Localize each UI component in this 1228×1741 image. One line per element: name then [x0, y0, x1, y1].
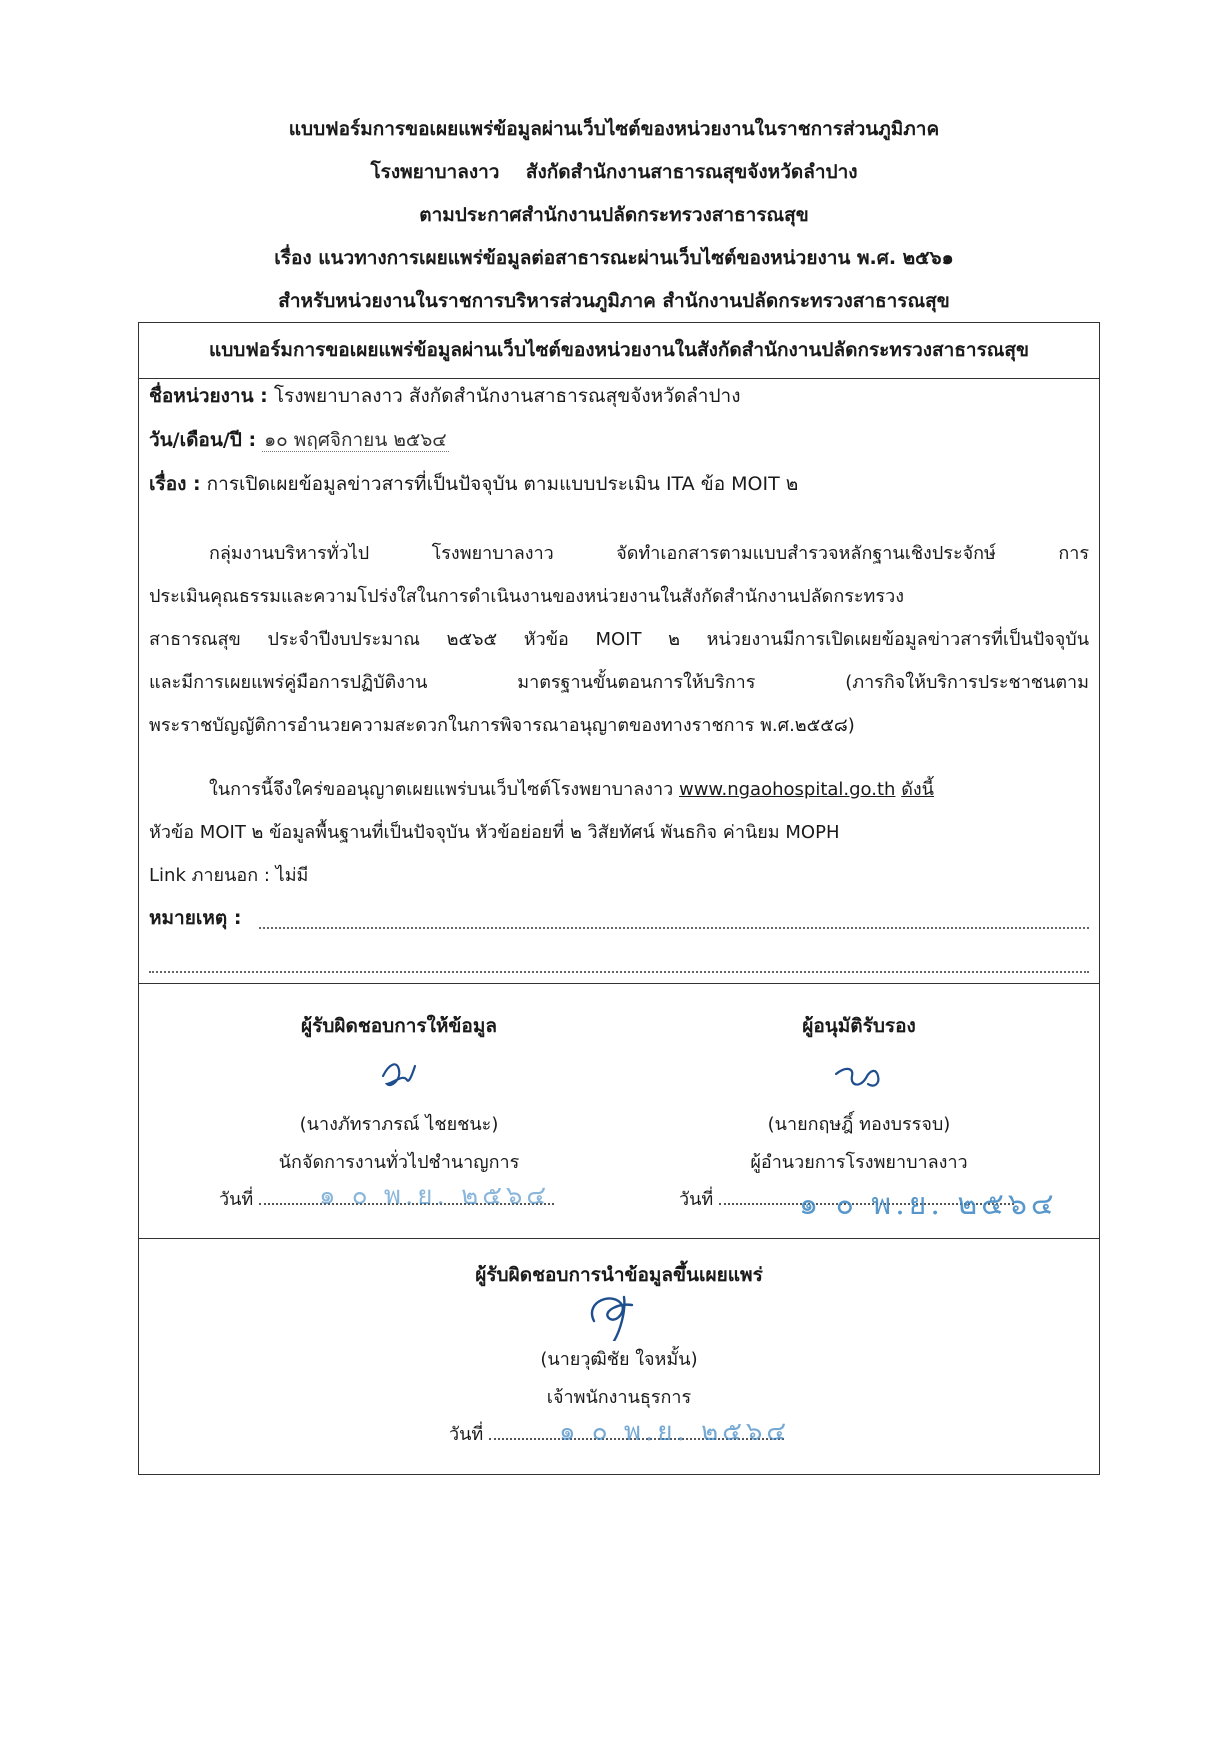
para2-line-2: หัวข้อ MOIT ๒ ข้อมูลพื้นฐานที่เป็นปัจจุบัน หัวข้อย่อยที่ ๒ วิสัยทัศน์ พันธกิจ ค่านิยม MOPH	[149, 822, 840, 843]
unit-row	[149, 381, 741, 411]
subject-value: การเปิดเผยข้อมูลข่าวสารที่เป็นปัจจุบัน ตามแบบประเมิน ITA ข้อ MOIT ๒	[206, 473, 799, 495]
provider-signature	[369, 1046, 429, 1106]
subject-label: เรื่อง :	[149, 473, 201, 495]
section-divider-1	[139, 983, 1099, 984]
para2-prefix: ในการนี้จึงใคร่ขออนุญาตเผยแพร่บนเว็บไซต์โรงพยาบาลงาว	[209, 779, 674, 800]
date-row	[149, 425, 449, 455]
para2-suffix: ดังนี้	[901, 779, 934, 800]
website-link[interactable]: www.ngaohospital.go.th	[678, 779, 896, 800]
approver-role: ผู้อนุมัติรับรอง	[802, 1015, 916, 1037]
section-divider-2	[139, 1238, 1099, 1239]
publisher-position: เจ้าพนักงานธุรการ	[546, 1387, 692, 1408]
para2-line-1	[149, 768, 1089, 811]
publisher-signature	[574, 1291, 664, 1341]
para1-line-3: สาธารณสุข ประจำปีงบประมาณ ๒๕๖๕ หัวข้อ MOIT ๒ หน่วยงานมีการเปิดเผยข้อมูลข่าวสารที่เป็นปัจจุบัน	[149, 629, 1089, 650]
header-line-3: ตามประกาศสำนักงานปลัดกระทรวงสาธารณสุข	[419, 204, 809, 226]
unit-label: ชื่อหน่วยงาน :	[149, 385, 268, 407]
remark-dotted-line-2	[149, 949, 1089, 973]
provider-position: นักจัดการงานทั่วไปชำนาญการ	[278, 1152, 520, 1173]
subject-row	[149, 469, 798, 499]
para1-line-4: และมีการเผยแพร่คู่มือการปฏิบัติงาน มาตรฐานขั้นตอนการให้บริการ (ภารกิจให้บริการประชาชนตาม	[149, 672, 1089, 693]
approver-name: (นายกฤษฎิ์ ทองบรรจบ)	[767, 1114, 951, 1135]
remark-dotted-line-1	[259, 905, 1089, 929]
form-title: แบบฟอร์มการขอเผยแพร่ข้อมูลผ่านเว็บไซต์ของหน่วยงานในสังกัดสำนักงานปลัดกระทรวงสาธารณสุข	[139, 323, 1099, 379]
para1-line-2: ประเมินคุณธรรมและความโปร่งใสในการดำเนินงานของหน่วยงานในสังกัดสำนักงานปลัดกระทรวง	[149, 586, 904, 607]
provider-date-stamp: ๑ ๐ พ.ย. ๒๕๖๔	[319, 1181, 551, 1211]
provider-name: (นางภัทราภรณ์ ไชยชนะ)	[299, 1114, 499, 1135]
remark-label: หมายเหตุ :	[149, 907, 242, 929]
header-line-1: แบบฟอร์มการขอเผยแพร่ข้อมูลผ่านเว็บไซต์ของหน่วยงานในราชการส่วนภูมิภาค	[288, 118, 940, 140]
date-value: ๑๐ พฤศจิกายน ๒๕๖๔	[264, 429, 447, 451]
unit-value: โรงพยาบาลงาว สังกัดสำนักงานสาธารณสุขจังหวัดลำปาง	[273, 385, 741, 407]
approver-date-stamp: ๑ ๐ พ.ย. ๒๕๖๔	[799, 1187, 1058, 1222]
publisher-role: ผู้รับผิดชอบการนำข้อมูลขึ้นเผยแพร่	[475, 1264, 763, 1286]
body-paragraph-2	[149, 768, 1089, 897]
publisher-date-label: วันที่	[449, 1424, 484, 1445]
approver-position: ผู้อำนวยการโรงพยาบาลงาว	[750, 1152, 968, 1173]
link-label: Link ภายนอก :	[149, 865, 270, 886]
provider-date-label: วันที่	[219, 1189, 254, 1210]
document-header	[0, 108, 1228, 323]
form-box	[138, 322, 1100, 1475]
para1-line-5: พระราชบัญญัติการอำนวยความสะดวกในการพิจารณาอนุญาตของทางราชการ พ.ศ.๒๕๕๘)	[149, 715, 855, 736]
para1-line-1: กลุ่มงานบริหารทั่วไป โรงพยาบาลงาว จัดทำเอกสารตามแบบสำรวจหลักฐานเชิงประจักษ์ การ	[209, 543, 1089, 564]
publisher-date-stamp: ๑ ๐ พ.ย. ๒๕๖๔	[559, 1417, 791, 1447]
body-paragraph-1	[149, 532, 1089, 747]
date-label: วัน/เดือน/ปี :	[149, 429, 257, 451]
link-row	[149, 854, 1089, 897]
header-line-2: โรงพยาบาลงาว สังกัดสำนักงานสาธารณสุขจังหวัดลำปาง	[370, 161, 858, 183]
approver-date-label: วันที่	[679, 1189, 714, 1210]
approver-signature	[824, 1046, 894, 1106]
provider-role: ผู้รับผิดชอบการให้ข้อมูล	[301, 1015, 497, 1037]
publisher-name: (นายวุฒิชัย ใจหมั้น)	[540, 1349, 698, 1370]
header-line-5: สำหรับหน่วยงานในราชการบริหารส่วนภูมิภาค สำนักงานปลัดกระทรวงสาธารณสุข	[278, 290, 950, 312]
header-line-4: เรื่อง แนวทางการเผยแพร่ข้อมูลต่อสาธารณะผ่านเว็บไซต์ของหน่วยงาน พ.ศ. ๒๕๖๑	[274, 247, 954, 269]
link-value: ไม่มี	[275, 865, 309, 886]
